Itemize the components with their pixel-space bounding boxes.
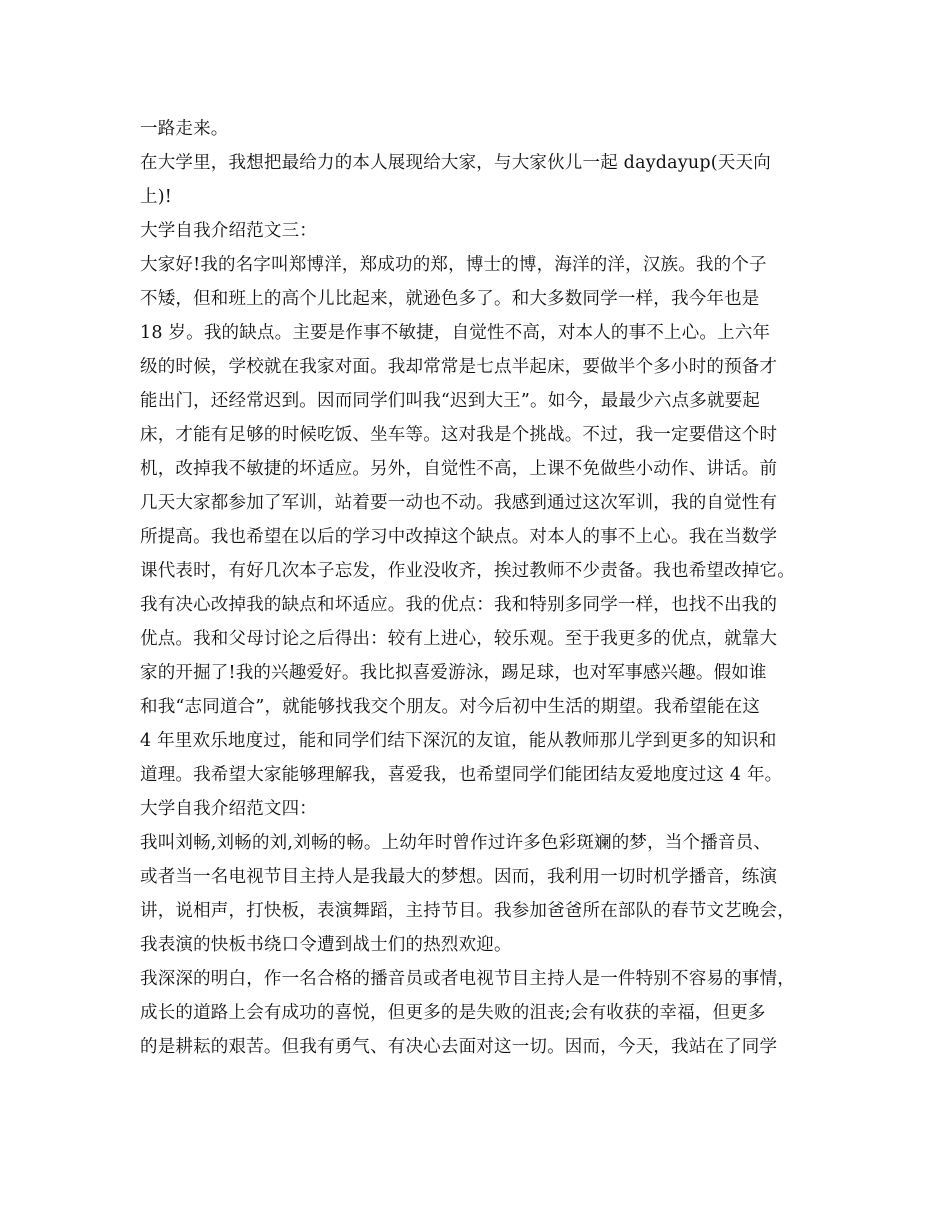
text-line: 上)! [140,187,172,207]
text-line: 18 岁。我的缺点。主要是作事不敏捷，自觉性不高，对本人的事不上心。上六年 [140,323,771,343]
text-line: 优点。我和父母讨论之后得出：较有上进心，较乐观。至于我更多的优点，就靠大 [140,629,778,649]
text-line: 在大学里，我想把最给力的本人展现给大家，与大家伙儿一起 daydayup(天天向 [140,153,771,173]
text-line: 讲，说相声，打快板，表演舞蹈，主持节目。我参加爸爸所在部队的春节文艺晚会， [140,901,795,921]
text-line: 或者当一名电视节目主持人是我最大的梦想。因而，我利用一切时机学播音，练演 [140,867,778,887]
text-line: 我有决心改掉我的缺点和坏适应。我的优点：我和特别多同学一样，也找不出我的 [140,595,778,615]
text-line: 道理。我希望大家能够理解我，喜爱我，也希望同学们能团结友爱地度过这 4 年。 [140,765,783,785]
text-line: 和我“志同道合”，就能够找我交个朋友。对今后初中生活的期望。我希望能在这 [140,697,761,717]
text-line: 我叫刘畅,刘畅的刘,刘畅的畅。上幼年时曾作过许多色彩斑斓的梦，当个播音员、 [140,833,772,853]
text-line: 级的时候，学校就在我家对面。我却常常是七点半起床，要做半个多小时的预备才 [140,357,778,377]
text-line: 床，才能有足够的时候吃饭、坐车等。这对我是个挑战。不过，我一定要借这个时 [140,425,778,445]
text-line: 课代表时，有好几次本子忘发，作业没收齐，挨过教师不少责备。我也希望改掉它。 [140,561,795,581]
text-line: 能出门，还经常迟到。因而同学们叫我“迟到大王”。如今，最最少六点多就要起 [140,391,761,411]
text-line: 的是耕耘的艰苦。但我有勇气、有决心去面对这一切。因而，今天，我站在了同学 [140,1037,778,1057]
text-line: 几天大家都参加了军训，站着要一动也不动。我感到通过这次军训，我的自觉性有 [140,493,778,513]
text-line: 大家好!我的名字叫郑博洋，郑成功的郑，博士的博，海洋的洋，汉族。我的个子 [140,255,767,275]
section-heading: 大学自我介绍范文四： [140,799,317,819]
text-line: 家的开掘了!我的兴趣爱好。我比拟喜爱游泳，踢足球，也对军事感兴趣。假如谁 [140,663,767,683]
section-heading: 大学自我介绍范文三： [140,221,317,241]
text-line: 不矮，但和班上的高个儿比起来，就逊色多了。和大多数同学一样，我今年也是 [140,289,760,309]
text-line: 一路走来。 [140,119,229,139]
text-line: 成长的道路上会有成功的喜悦，但更多的是失败的沮丧;会有收获的幸福，但更多 [140,1003,766,1023]
text-line: 4 年里欢乐地度过，能和同学们结下深沉的友谊，能从教师那儿学到更多的知识和 [140,731,777,751]
text-line: 机，改掉我不敏捷的坏适应。另外，自觉性不高，上课不免做些小动作、讲话。前 [140,459,778,479]
document-body [140,112,830,1064]
text-line: 所提高。我也希望在以后的学习中改掉这个缺点。对本人的事不上心。我在当数学 [140,527,778,547]
text-line: 我表演的快板书绕口令遭到战士们的热烈欢迎。 [140,935,512,955]
text-line: 我深深的明白，作一名合格的播音员或者电视节目主持人是一件特别不容易的事情， [140,969,795,989]
